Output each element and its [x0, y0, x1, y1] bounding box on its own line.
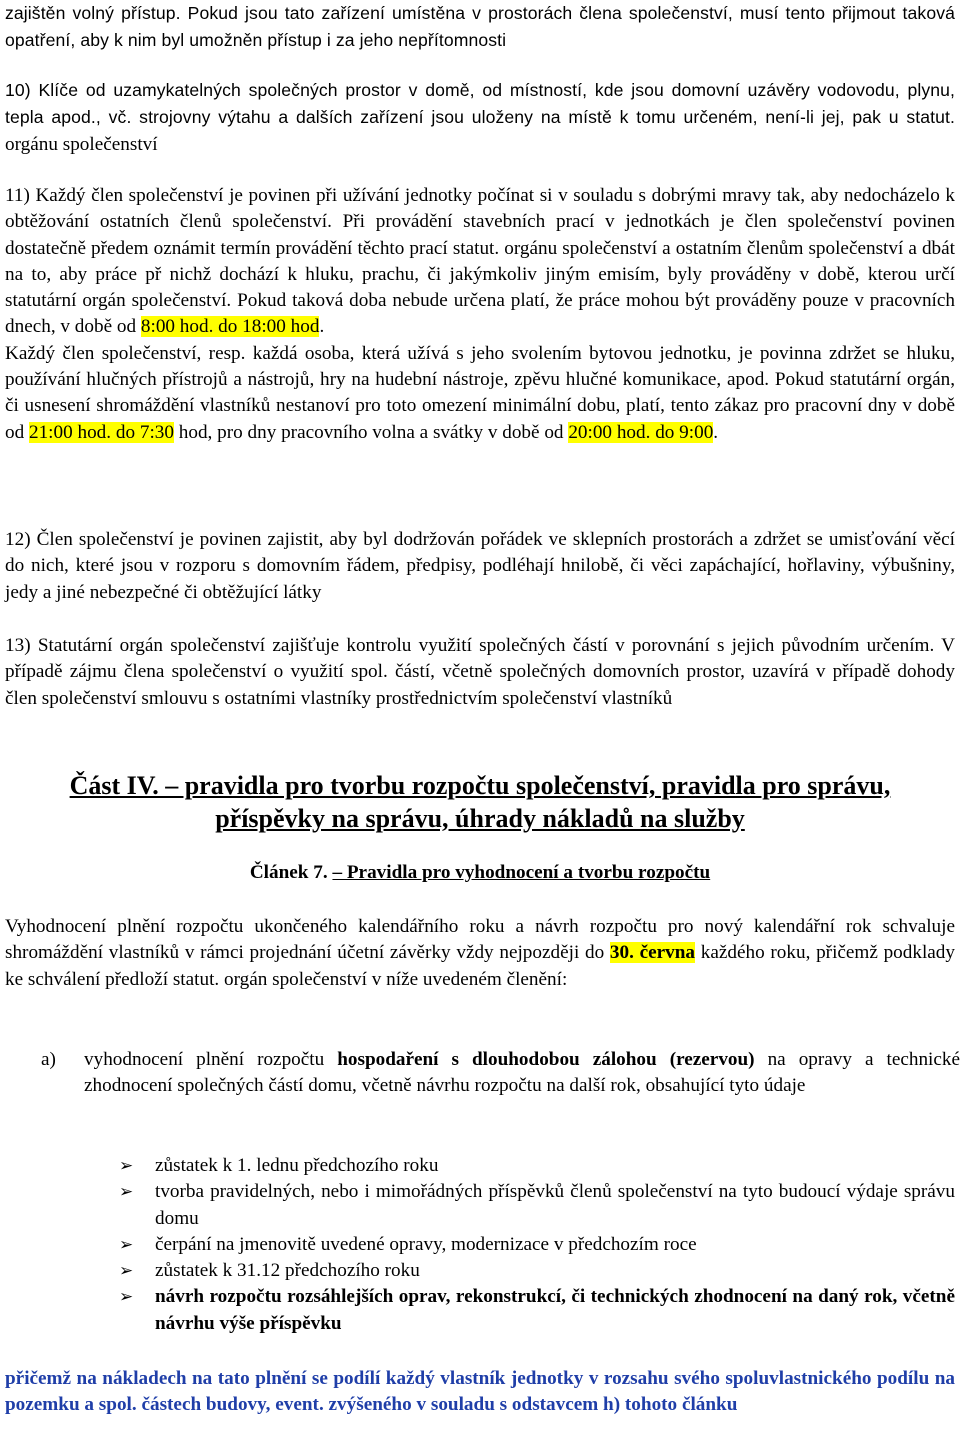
list-item	[119, 1153, 955, 1179]
list-item	[119, 1284, 955, 1337]
p11-text-d: hod, pro dny pracovního volna a svátky v době od	[173, 421, 569, 443]
p11-text-e: .	[713, 421, 719, 443]
final-text: přičemž na nákladech na tato plnění se podílí každý vlastník jednotky v rozsahu svého spoluvlastnického podílu na pozemku a spol. částech budovy, event. zvýšeného v souladu s odstavcem h) tohoto článku	[5, 1368, 955, 1416]
paragraph-10	[5, 77, 955, 158]
arrowhead-bullet-icon: ➢	[119, 1234, 134, 1255]
part-title-line-1: Část IV. – pravidla pro tvorbu rozpočtu společenství, pravidla pro správu,	[69, 771, 891, 800]
bullet-text: návrh rozpočtu rozsáhlejších oprav, rekonstrukcí, či technických zhodnocení na daný rok, včetně návrhu výše příspěvku	[155, 1286, 955, 1334]
article-title-text: – Pravidla pro vyhodnocení a tvorbu rozpočtu	[332, 862, 711, 883]
paragraph-11	[5, 183, 955, 446]
intro-text-b: Pokud jsou tato zařízení umístěna v prostorách člena společenství, musí tento přijmout taková opatření, aby k nim byl umožněn přístup i za jeho nepřítomnosti	[5, 3, 955, 51]
item-a-text-2: na opravy a technické zhodnocení společných částí domu, včetně návrhu rozpočtu na další rok, obsahující tyto údaje	[84, 1049, 960, 1097]
part-title	[0, 769, 960, 835]
arrowhead-bullet-icon: ➢	[119, 1287, 134, 1308]
list-item-a-marker: a)	[41, 1049, 56, 1070]
intro-text-a: zajištěn volný přístup.	[5, 3, 188, 23]
paragraph-13	[5, 633, 955, 712]
paragraph-12	[5, 527, 955, 606]
part-title-line-2: příspěvky na správu, úhrady nákladů na služby	[215, 804, 745, 833]
bullet-text: tvorba pravidelných, nebo i mimořádných příspěvků členů společenství na tyto budoucí výdaje správu domu	[155, 1181, 955, 1229]
eval-text-b: každého roku, přičemž podklady ke schválení předloží statut. orgán společenství v níže uvedeném členění:	[5, 942, 955, 990]
p10-text-a: 10) Klíče od uzamykatelných společných prostor v domě, od místností, kde jsou domovní uzávěry vodovodu, plynu, tepla apod., vč.	[5, 80, 955, 128]
p11-highlight-night-hours: 21:00 hod. do 7:30	[28, 421, 174, 443]
p11-text-a: 11) Každý člen společenství je povinen při užívání jednotky počínat si v souladu s dobrými mravy tak, aby nedocházelo k obtěžování ostatních členů společenství. Při provádění stavebních prací v jednotkách je člen společenství povinen dostatečně předem oznámit termín provádění těchto prací statut. orgánu společenství a ostatním členům společenství a dbát na to, aby práce př nichž dochází k hluku, prachu, či jakýmkoliv jiným emisím, byly prováděny v době, kterou určí statutární orgán společenství. Pokud taková doba nebude určena platí, že práce mohou být prováděny pouze v pracovních dnech, v době od	[5, 185, 955, 338]
eval-text-a: Vyhodnocení plnění rozpočtu ukončeného kalendářního roku a návrh rozpočtu pro nový kalendářní rok schvaluje shromáždění vlastníků v rámci projednání účetní závěrky vždy nejpozději do	[5, 916, 955, 964]
item-a-bold: hospodaření s dlouhodobou zálohou (rezervou)	[337, 1049, 755, 1070]
p11-text-c: Každý člen společenství, resp. každá osoba, která užívá s jeho svolením bytovou jednotku, je povinna zdržet se hluku, používání hlučných přístrojů a nástrojů, hry na hudební nástroje, zpěvu hlučné komunikace, apod. Pokud statutární orgán, či usnesení shromáždění vlastníků nestanoví pro toto omezení minimální dobu, platí, tento zákaz pro pracovní dny v době od	[5, 342, 955, 443]
item-a-text-1: vyhodnocení plnění rozpočtu	[84, 1049, 338, 1070]
list-item	[119, 1179, 955, 1232]
p11-highlight-hours-workdays: 8:00 hod. do 18:00 hod	[140, 316, 320, 338]
final-paragraph	[5, 1366, 955, 1419]
bullet-list	[119, 1153, 955, 1337]
list-item-a-text	[84, 1047, 960, 1100]
list-item	[119, 1232, 955, 1258]
p13-text: 13) Statutární orgán společenství zajišťuje kontrolu využití společných částí v porovnání s jejich původním určením. V případě zájmu člena společenství o využití spol. částí, včetně společných domovních prostor, uzavírá v případě dohody člen společenství smlouvu s ostatními vlastníky prostřednictvím společenství vlastníků	[5, 635, 955, 709]
arrowhead-bullet-icon: ➢	[119, 1156, 134, 1176]
article-title-prefix: Článek 7.	[249, 862, 328, 883]
eval-highlight-deadline: 30. června	[609, 942, 696, 964]
p11-text-b: .	[319, 316, 325, 338]
bullet-text: zůstatek k 31.12 předchozího roku	[155, 1260, 420, 1282]
p10-text-c: orgánu společenství	[5, 133, 158, 155]
intro-paragraph	[5, 0, 955, 55]
bullet-text: čerpání na jmenovitě uvedené opravy, modernizace v předchozím roce	[155, 1233, 697, 1255]
p12-text: 12) Člen společenství je povinen zajistit, aby byl dodržován pořádek ve sklepních prostorách a zdržet se umisťování věcí do nich, které jsou v rozporu s domovním řádem, předpisy, podléhají hnilobě, či věci zapáchající, hořlaviny, výbušniny, jedy a jiné nebezpečné či obtěžující látky	[5, 529, 955, 603]
p10-text-b: strojovny výtahu a dalších zařízení jsou uloženy na místě k tomu určeném, není-li jej, pak u statut.	[131, 107, 955, 128]
arrowhead-bullet-icon: ➢	[119, 1261, 134, 1282]
arrowhead-bullet-icon: ➢	[119, 1182, 134, 1203]
bullet-text: zůstatek k 1. lednu předchozího roku	[155, 1155, 439, 1176]
article-title	[0, 860, 960, 886]
evaluation-paragraph	[5, 914, 955, 993]
p11-highlight-holiday-hours: 20:00 hod. do 9:00	[568, 421, 714, 443]
list-item	[119, 1258, 955, 1284]
